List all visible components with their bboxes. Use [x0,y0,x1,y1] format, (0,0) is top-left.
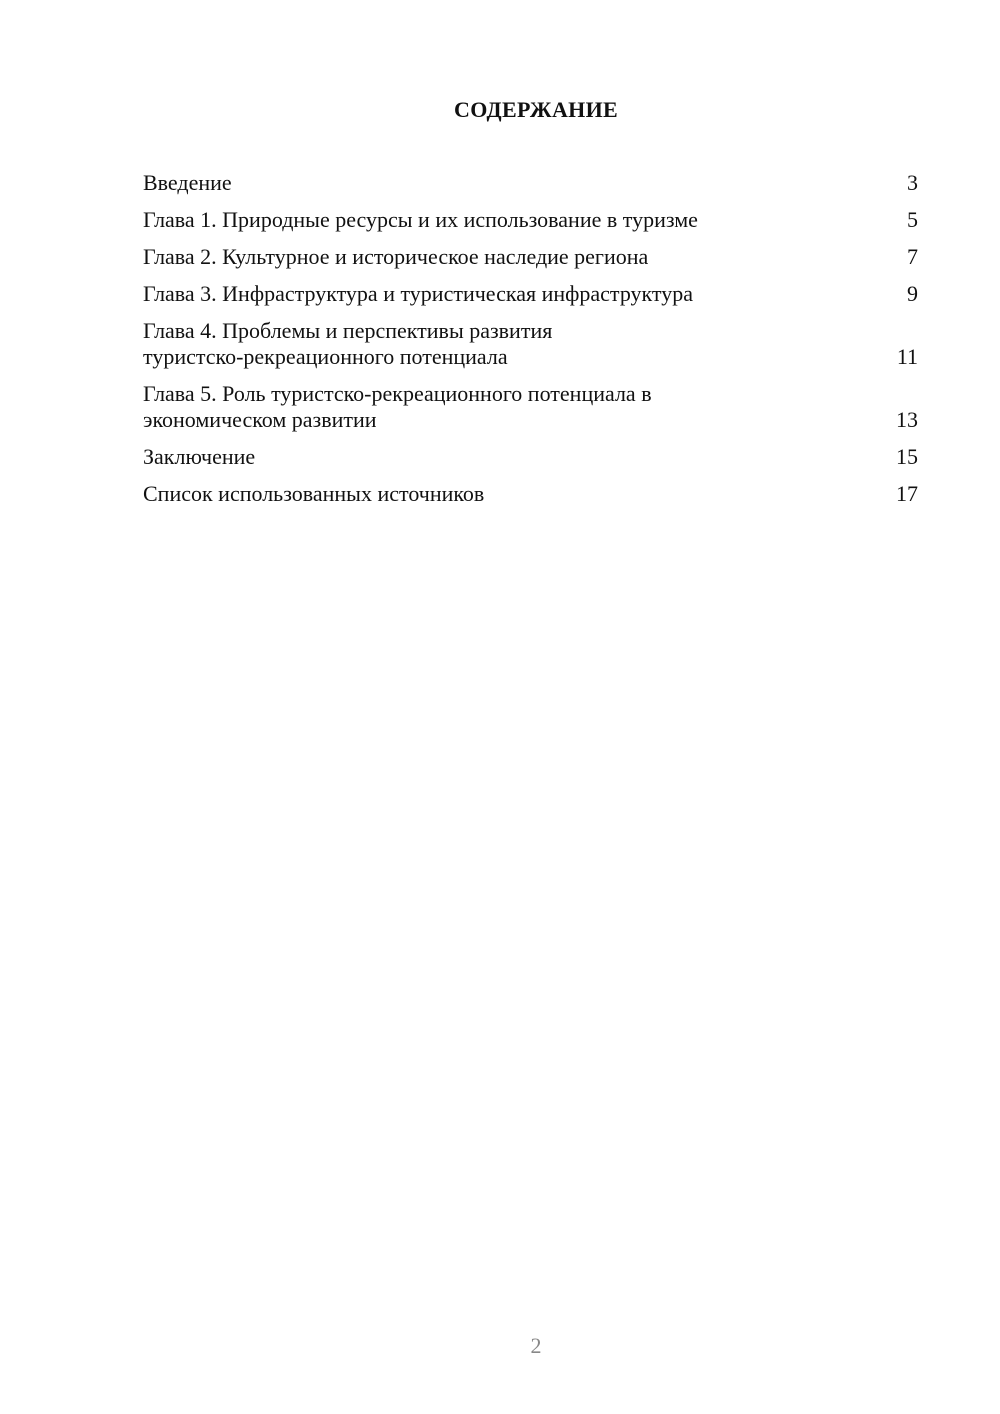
toc-entry-chapter-4 [143,318,918,370]
toc-entry-chapter-3 [143,281,918,307]
toc-entry-label: Глава 4. Проблемы и перспективы развития туристско-рекреационного потенциала [143,318,553,369]
toc-entry-introduction [143,170,918,196]
toc-entry-chapter-5 [143,381,918,433]
toc-entry-page: 5 [907,207,918,232]
page-number: 2 [530,1333,542,1358]
toc-entry-label: Список использованных источников [143,481,485,506]
toc-entry-chapter-1 [143,207,918,233]
toc-entry-label: Глава 5. Роль туристско-рекреационного потенциала в экономическом развитии [143,381,652,432]
toc-entry-label: Глава 3. Инфраструктура и туристическая инфраструктура [143,281,694,306]
toc-entry-label: Глава 2. Культурное и историческое наследие региона [143,244,649,269]
toc-entry-page: 17 [896,481,918,506]
toc-entry-references [143,481,918,507]
toc-entry-label: Заключение [143,444,256,469]
toc-entry-page: 3 [907,170,918,195]
toc-entry-page: 13 [896,407,918,432]
toc-entry-label: Глава 1. Природные ресурсы и их использование в туризме [143,207,698,232]
toc-entry-chapter-2 [143,244,918,270]
toc-entry-page: 11 [896,344,918,369]
toc-title: СОДЕРЖАНИЕ [454,97,618,122]
table-of-contents [143,170,918,518]
toc-entry-page: 15 [896,444,918,469]
toc-entry-page: 9 [907,281,918,306]
toc-entry-conclusion [143,444,918,470]
toc-entry-page: 7 [907,244,918,269]
toc-entry-label: Введение [143,170,232,195]
